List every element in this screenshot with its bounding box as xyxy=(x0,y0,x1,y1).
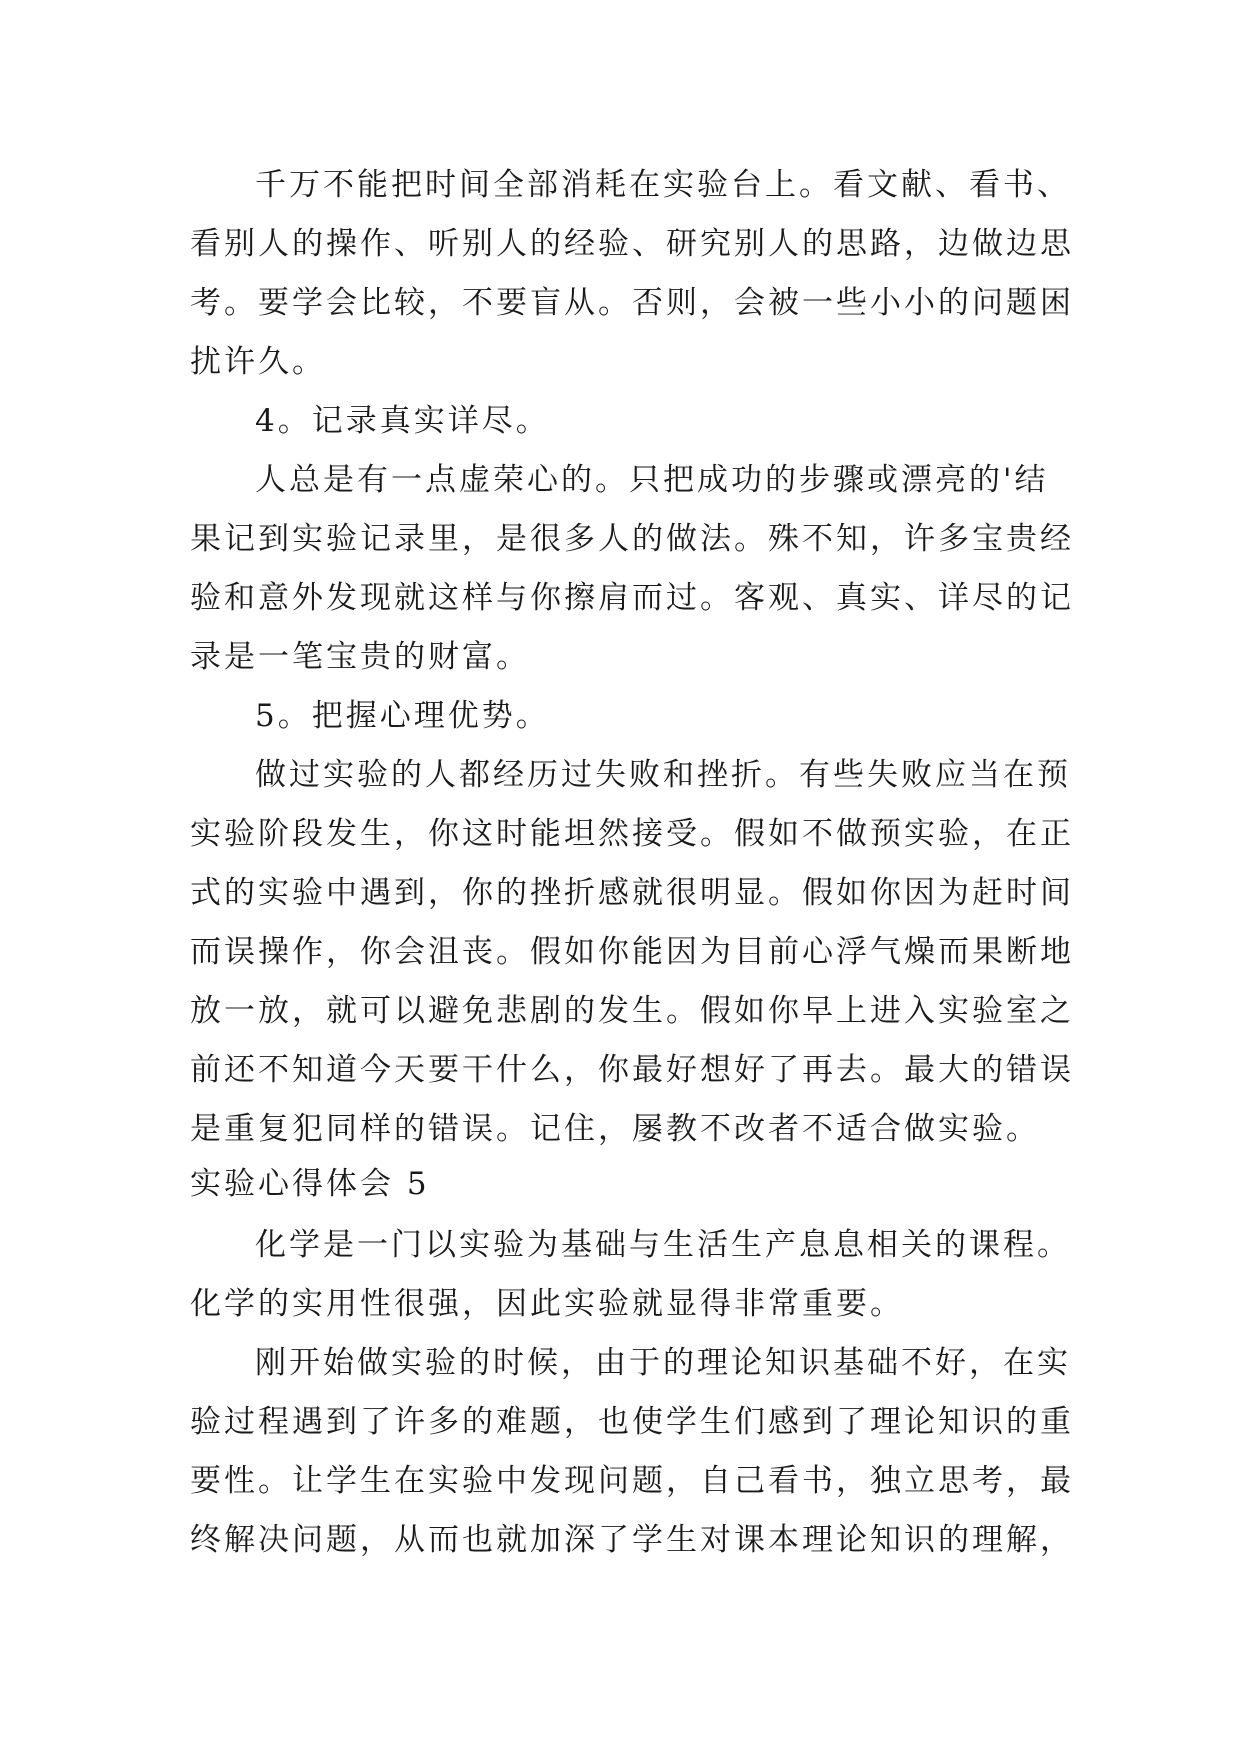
paragraph-line: 式的实验中遇到，你的挫折感就很明显。假如你因为赶时间 xyxy=(190,875,1074,911)
paragraph-line: 看别人的操作、听别人的经验、研究别人的思路，边做边思 xyxy=(190,226,1074,262)
paragraph-line: 终解决问题，从而也就加深了学生对课本理论知识的理解， xyxy=(190,1522,1074,1558)
paragraph-line: 果记到实验记录里，是很多人的做法。殊不知，许多宝贵经 xyxy=(190,521,1074,557)
paragraph-line: 是重复犯同样的错误。记住，屡教不改者不适合做实验。 xyxy=(190,1111,1040,1147)
section-heading: 实验心得体会 5 xyxy=(190,1166,430,1202)
paragraph-line: 扰许久。 xyxy=(190,344,326,380)
paragraph-line: 实验阶段发生，你这时能坦然接受。假如不做预实验，在正 xyxy=(190,816,1074,852)
paragraph-line: 而误操作，你会沮丧。假如你能因为目前心浮气燥而果断地 xyxy=(190,934,1074,970)
paragraph-line: 考。要学会比较，不要盲从。否则，会被一些小小的问题困 xyxy=(190,285,1074,321)
paragraph-line: 录是一笔宝贵的财富。 xyxy=(190,639,530,675)
list-heading-4: 4。记录真实详尽。 xyxy=(255,403,550,439)
paragraph-line: 做过实验的人都经历过失败和挫折。有些失败应当在预 xyxy=(255,757,1071,793)
paragraph-line: 验过程遇到了许多的难题，也使学生们感到了理论知识的重 xyxy=(190,1404,1074,1440)
paragraph-line: 前还不知道今天要干什么，你最好想好了再去。最大的错误 xyxy=(190,1052,1074,1088)
paragraph-line: 要性。让学生在实验中发现问题，自己看书，独立思考，最 xyxy=(190,1463,1074,1499)
paragraph-line: 化学是一门以实验为基础与生活生产息息相关的课程。 xyxy=(255,1227,1071,1263)
paragraph-line: 千万不能把时间全部消耗在实验台上。看文献、看书、 xyxy=(255,167,1071,203)
list-heading-5: 5。把握心理优势。 xyxy=(255,698,550,734)
paragraph-line: 刚开始做实验的时候，由于的理论知识基础不好，在实 xyxy=(255,1345,1071,1381)
paragraph-line: 验和意外发现就这样与你擦肩而过。客观、真实、详尽的记 xyxy=(190,580,1074,616)
paragraph-line: 化学的实用性很强，因此实验就显得非常重要。 xyxy=(190,1286,904,1322)
paragraph-line: 人总是有一点虚荣心的。只把成功的步骤或漂亮的'结 xyxy=(255,462,1049,498)
paragraph-line: 放一放，就可以避免悲剧的发生。假如你早上进入实验室之 xyxy=(190,993,1074,1029)
